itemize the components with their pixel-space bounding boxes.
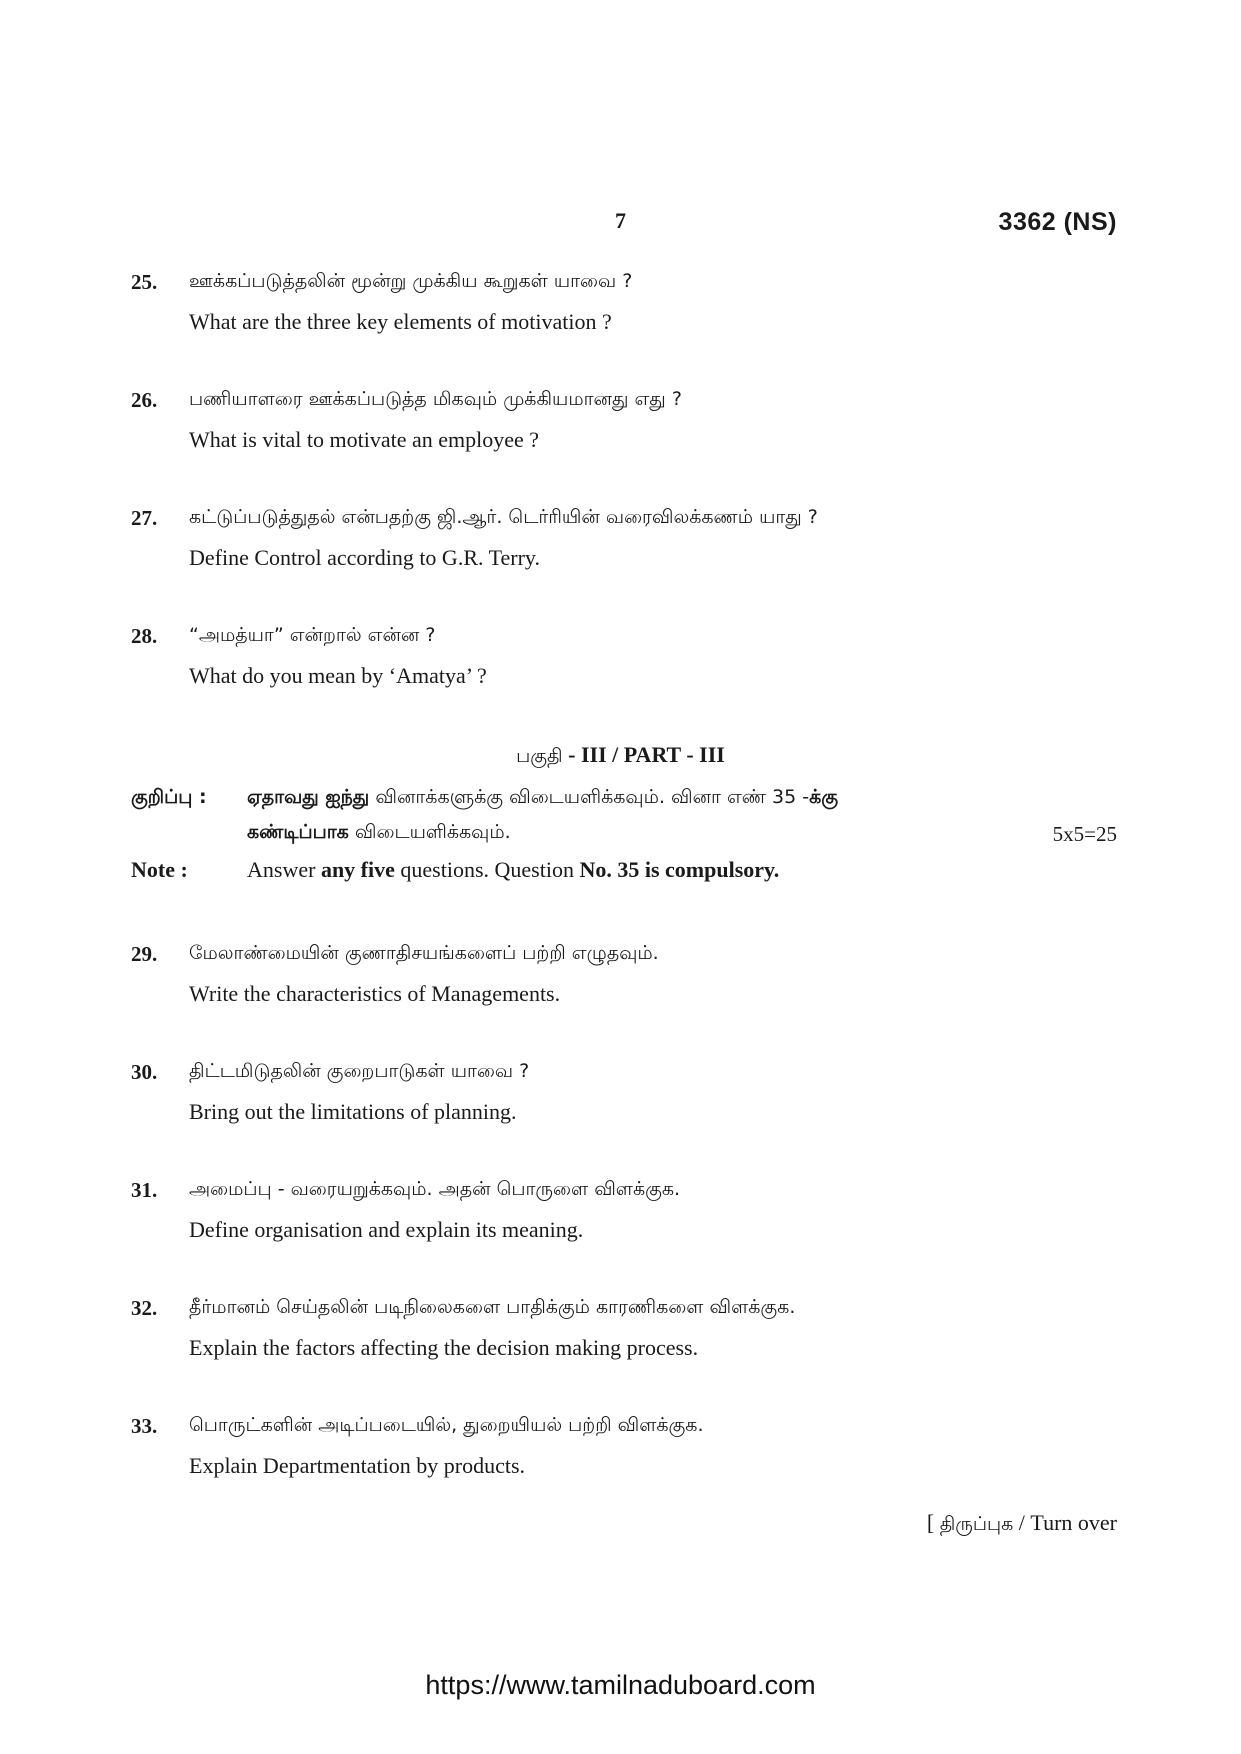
note-label-tamil: குறிப்பு :	[131, 786, 207, 808]
note-text-tamil-line2	[247, 821, 511, 846]
question-number: 31.	[131, 1178, 158, 1202]
page-number: 7	[615, 208, 626, 233]
question-text-english: Bring out the limitations of planning.	[189, 1099, 517, 1124]
question-number: 28.	[131, 624, 158, 648]
note-text: வினாக்களுக்கு விடையளிக்கவும். வினா எண் 35 -	[369, 786, 810, 808]
turn-over-note	[927, 1510, 1117, 1538]
question-number: 33.	[131, 1414, 158, 1438]
question-number: 26.	[131, 388, 158, 412]
note-emphasis: No. 35 is compulsory.	[579, 857, 780, 882]
question-text-english: Write the characteristics of Managements.	[189, 981, 561, 1006]
question-number: 32.	[131, 1296, 158, 1320]
turn-over-english: / Turn over	[1013, 1510, 1117, 1535]
question-text-tamil: மேலாண்மையின் குணாதிசயங்களைப் பற்றி எழுதவும்.	[189, 942, 659, 964]
question-number: 25.	[131, 270, 158, 294]
question-text-tamil: தீர்மானம் செய்தலின் படிநிலைகளை பாதிக்கும் காரணிகளை விளக்குக.	[189, 1296, 796, 1318]
question-text-tamil: பணியாளரை ஊக்கப்படுத்த மிகவும் முக்கியமானது எது ?	[189, 388, 682, 410]
paper-code: 3362 (NS)	[998, 208, 1117, 236]
question-text-tamil: திட்டமிடுதலின் குறைபாடுகள் யாவை ?	[189, 1060, 530, 1082]
note-emphasis: any five	[320, 857, 395, 882]
note-text-english	[247, 857, 779, 883]
note-emphasis: ஏதாவது ஐந்து	[247, 786, 370, 808]
question-text-english: Define Control according to G.R. Terry.	[189, 545, 540, 570]
question-text-tamil: கட்டுப்படுத்துதல் என்பதற்கு ஜி.ஆர். டெர்ரியின் வரைவிலக்கணம் யாது ?	[189, 506, 818, 528]
question-text-english: Explain Departmentation by products.	[189, 1453, 526, 1478]
question-number: 30.	[131, 1060, 158, 1084]
question-text-english: Explain the factors affecting the decision making process.	[189, 1335, 699, 1360]
note-text: விடையளிக்கவும்.	[348, 821, 511, 843]
question-text-english: What is vital to motivate an employee ?	[189, 427, 540, 452]
question-number: 29.	[131, 942, 158, 966]
question-text-tamil: அமைப்பு - வரையறுக்கவும். அதன் பொருளை விளக்குக.	[189, 1178, 681, 1200]
part-heading	[0, 742, 1241, 770]
question-text-tamil: “அமத்யா” என்றால் என்ன ?	[189, 624, 436, 646]
part-heading-english: - III / PART - III	[562, 742, 725, 767]
note-text: Answer	[247, 857, 321, 882]
question-text-english: What are the three key elements of motivation ?	[189, 309, 612, 334]
question-text-tamil: ஊக்கப்படுத்தலின் மூன்று முக்கிய கூறுகள் யாவை ?	[189, 270, 633, 292]
note-emphasis: கண்டிப்பாக	[247, 821, 349, 843]
turn-over-bracket: [	[926, 1510, 940, 1535]
note-label-english: Note :	[131, 857, 188, 882]
question-text-tamil: பொருட்களின் அடிப்படையில், துறையியல் பற்றி விளக்குக.	[189, 1414, 704, 1436]
note-text-tamil-line1	[247, 786, 838, 811]
question-text-english: What do you mean by ‘Amatya’ ?	[189, 663, 487, 688]
turn-over-tamil: திருப்புக	[939, 1513, 1014, 1535]
part-heading-tamil: பகுதி	[516, 745, 563, 767]
marks-allocation: 5x5=25	[1052, 822, 1117, 846]
note-text: questions. Question	[394, 857, 580, 882]
note-emphasis: க்கு	[809, 786, 839, 808]
question-number: 27.	[131, 506, 158, 530]
footer-url: https://www.tamilnaduboard.com	[425, 1670, 816, 1700]
question-text-english: Define organisation and explain its meaning.	[189, 1217, 584, 1242]
